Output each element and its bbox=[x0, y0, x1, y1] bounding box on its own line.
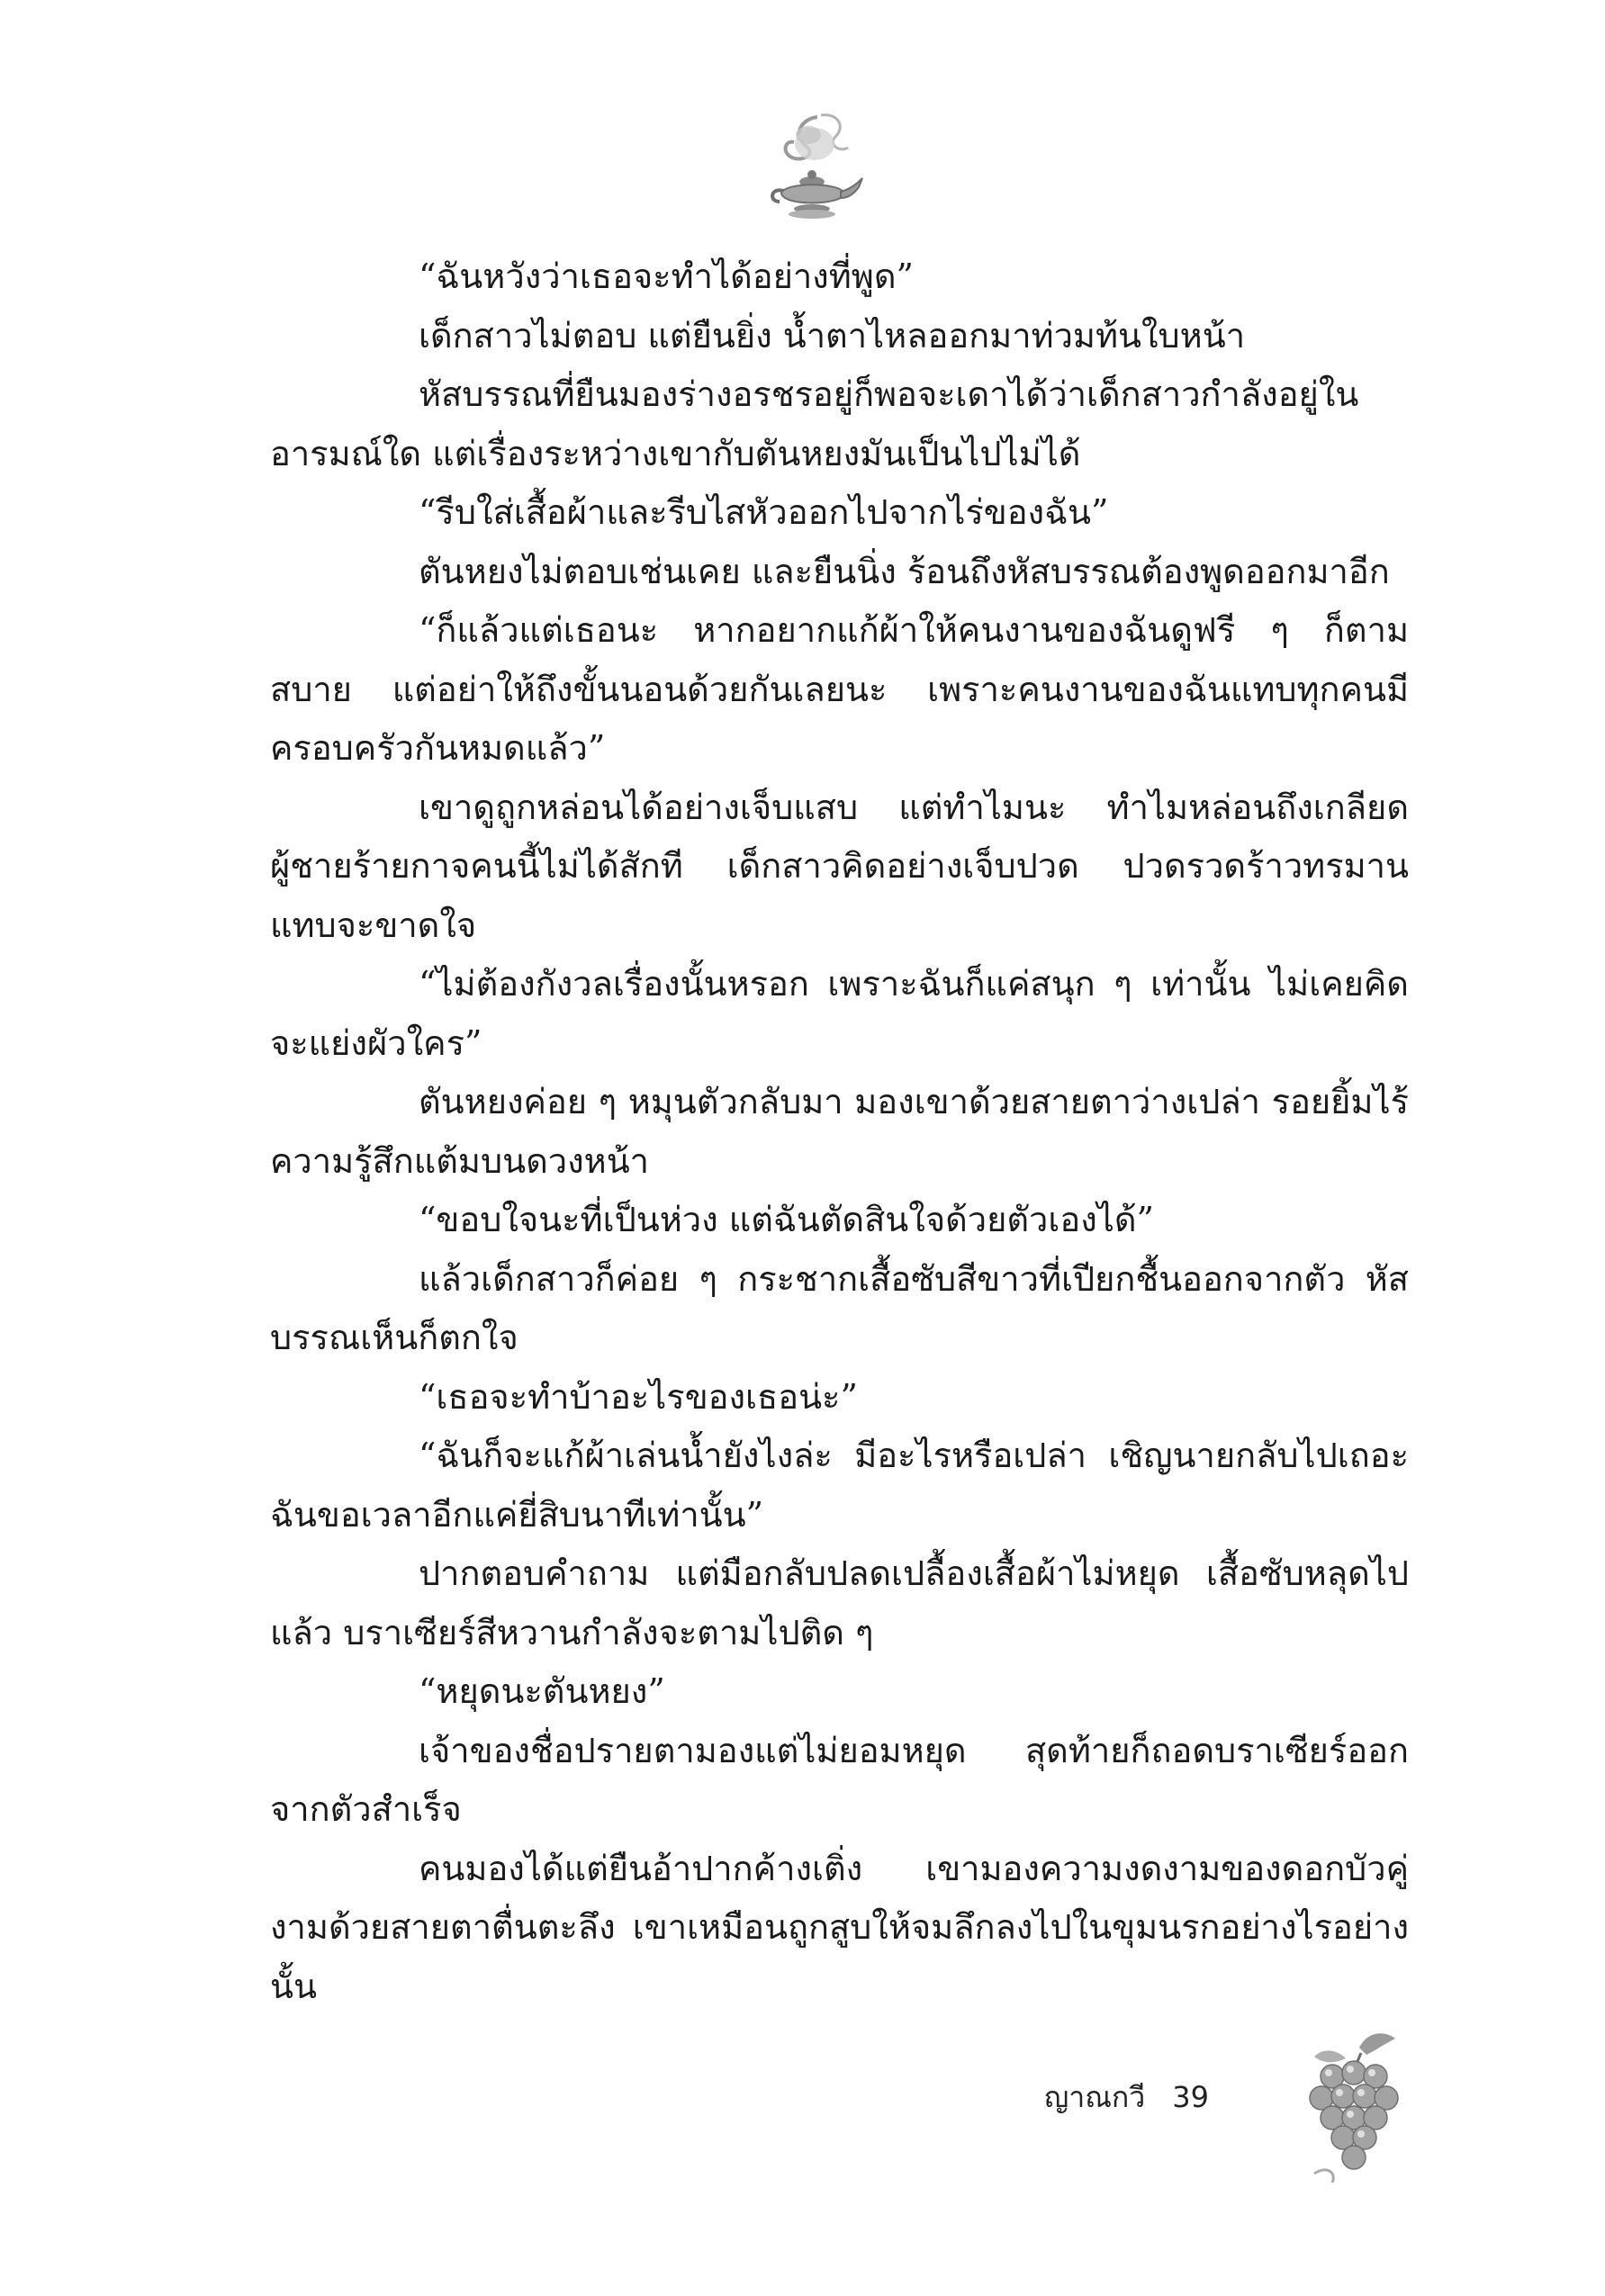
paragraph: “ขอบใจนะที่เป็นห่วง แต่ฉันตัดสินใจด้วยตัวเองได้” bbox=[419, 1200, 1154, 1239]
paragraph: ตันหยงค่อย ๆ หมุนตัวกลับมา มองเขาด้วยสายตาว่างเปล่า รอยยิ้มไร้ความรู้สึกแต้มบนดวงหน้า bbox=[270, 1082, 1409, 1181]
paragraph: หัสบรรณที่ยืนมองร่างอรชรอยู่ก็พอจะเดาได้ว่าเด็กสาวกำลังอยู่ในอารมณ์ใด แต่เรื่องระหว่างเขากับตันหยงมันเป็นไปไม่ได้ bbox=[270, 374, 1359, 473]
page-number: 39 bbox=[1172, 2080, 1209, 2114]
genie-lamp-icon bbox=[765, 108, 864, 230]
author-name: ญาณกวี bbox=[1044, 2079, 1146, 2114]
paragraph: “ก็แล้วแต่เธอนะ หากอยากแก้ผ้าให้คนงานของฉันดูฟรี ๆ ก็ตามสบาย แต่อย่าให้ถึงขั้นนอนด้วยกันเลยนะ เพราะคนงานของฉันแทบทุกคนมีครอบครัวกันหมดแล้ว” bbox=[270, 610, 1409, 768]
paragraph: “ฉันก็จะแก้ผ้าเล่นน้ำยังไงล่ะ มีอะไรหรือเปล่า เชิญนายกลับไปเถอะ ฉันขอเวลาอีกแค่ยี่สิบนาทีเท่านั้น” bbox=[270, 1436, 1409, 1535]
paragraph: เด็กสาวไม่ตอบ แต่ยืนยิ่ง น้ำตาไหลออกมาท่วมท้นใบหน้า bbox=[419, 315, 1246, 356]
paragraph: ปากตอบคำถาม แต่มือกลับปลดเปลื้องเสื้อผ้าไม่หยุด เสื้อซับหลุดไปแล้ว บราเซียร์สีหวานกำลังจะตามไปติด ๆ bbox=[270, 1553, 1409, 1652]
page-footer bbox=[1044, 2070, 1209, 2124]
paragraph: “รีบใส่เสื้อผ้าและรีบไสหัวออกไปจากไร่ของฉัน” bbox=[419, 492, 1109, 532]
paragraph: แล้วเด็กสาวก็ค่อย ๆ กระชากเสื้อซับสีขาวที่เปียกชื้นออกจากตัว หัสบรรณเห็นก็ตกใจ bbox=[270, 1258, 1409, 1357]
grape-cluster-icon bbox=[1296, 2021, 1413, 2201]
paragraph: ตันหยงไม่ตอบเช่นเคย และยืนนิ่ง ร้อนถึงหัสบรรณต้องพูดออกมาอีก bbox=[419, 551, 1390, 591]
story-text bbox=[270, 248, 1409, 2016]
paragraph: “เธอจะทำบ้าอะไรของเธอน่ะ” bbox=[419, 1376, 858, 1417]
paragraph: คนมองได้แต่ยืนอ้าปากค้างเติ่ง เขามองความงดงามของดอกบัวคู่งามด้วยสายตาตื่นตะลึง เขาเหมือนถูกสูบให้จมลึกลงไปในขุมนรกอย่างไรอย่างนั้น bbox=[270, 1848, 1409, 2006]
paragraph: “ไม่ต้องกังวลเรื่องนั้นหรอก เพราะฉันก็แค่สนุก ๆ เท่านั้น ไม่เคยคิดจะแย่งผัวใคร” bbox=[270, 964, 1409, 1063]
paragraph: เขาดูถูกหล่อนได้อย่างเจ็บแสบ แต่ทำไมนะ ทำไมหล่อนถึงเกลียดผู้ชายร้ายกาจคนนี้ไม่ได้สักที เด็กสาวคิดอย่างเจ็บปวด ปวดรวดร้าวทรมานแทบจะขาดใจ bbox=[270, 787, 1409, 945]
paragraph: “ฉันหวังว่าเธอจะทำได้อย่างที่พูด” bbox=[419, 257, 914, 296]
paragraph: “หยุดนะตันหยง” bbox=[419, 1671, 665, 1711]
paragraph: เจ้าของชื่อปรายตามองแต่ไม่ยอมหยุด สุดท้ายก็ถอดบราเซียร์ออกจากตัวสำเร็จ bbox=[270, 1730, 1409, 1829]
